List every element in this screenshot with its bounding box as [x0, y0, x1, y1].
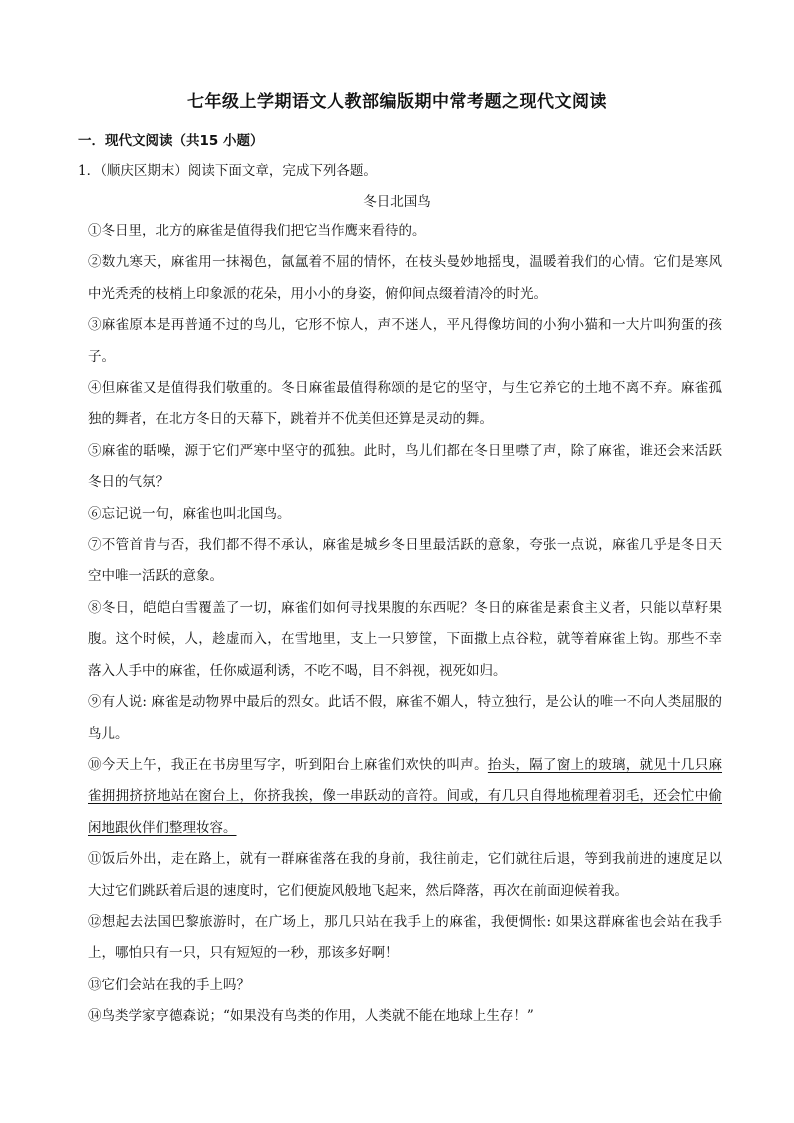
paragraph-10-underlined-text: 抬头，隔了窗上的玻璃，就见十几只麻雀拥拥挤挤地站在窗台上，你挤我挨，像一串跃动的音符。间或，有几只自得地梳理着羽毛，还会忙中偷闲地跟伙伴们整理妆容。 [88, 756, 723, 836]
paragraph-1: ①冬日里，北方的麻雀是值得我们把它当作鹰来看待的。 [88, 223, 426, 239]
section-heading: 一．现代文阅读（共15 小题） [78, 133, 264, 149]
document-title: 七年级上学期语文人教部编版期中常考题之现代文阅读 [187, 92, 607, 112]
paragraph-9: ⑨有人说: 麻雀是动物界中最后的烈女。此话不假，麻雀不媚人，特立独行，是公认的唯一不向人类屈服的鸟儿。 [88, 694, 722, 742]
question-prompt: 1．（顺庆区期末）阅读下面文章，完成下列各题。 [78, 163, 377, 179]
paragraph-14: ⑭鸟类学家亨德森说；“如果没有鸟类的作用，人类就不能在地球上生存！” [88, 1008, 534, 1025]
paragraph-7: ⑦不管首肯与否，我们都不得不承认，麻雀是城乡冬日里最活跃的意象，夸张一点说，麻雀几乎是冬日天空中唯一活跃的意象。 [88, 537, 722, 585]
paragraph-6: ⑥忘记说一句，麻雀也叫北国鸟。 [88, 505, 291, 522]
paragraph-2: ②数九寒天，麻雀用一抹褐色，氤氲着不屈的情怀，在枝头曼妙地摇曳，温暖着我们的心情。它们是寒风中光秃秃的枝梢上印象派的花朵，用小小的身姿，俯仰间点缀着清冷的时光。 [88, 254, 722, 302]
paragraph-13: ⑬它们会站在我的手上吗？ [88, 976, 250, 993]
paragraph-5: ⑤麻雀的聒噪，源于它们严寒中坚守的孤独。此时，鸟儿们都在冬日里噤了声，除了麻雀，谁还会来活跃冬日的气氛？ [88, 442, 722, 491]
passage-title: 冬日北国鸟 [363, 194, 431, 210]
paragraph-10 [88, 750, 722, 844]
paragraph-4: ④但麻雀又是值得我们敬重的。冬日麻雀最值得称颂的是它的坚守，与生它养它的土地不离不弃。麻雀孤独的舞者，在北方冬日的天幕下，跳着并不优美但还算是灵动的舞。 [88, 380, 722, 428]
paragraph-12: ⑫想起去法国巴黎旅游时，在广场上，那几只站在我手上的麻雀，我便惆怅: 如果这群麻雀也会站在我手上，哪怕只有一只，只有短短的一秒，那该多好啊！ [88, 913, 722, 962]
paragraph-10-plain-text: ⑩今天上午，我正在书房里写字，听到阳台上麻雀们欢快的叫声。 [88, 756, 488, 773]
paragraph-8: ⑧冬日，皑皑白雪覆盖了一切，麻雀们如何寻找果腹的东西呢？冬日的麻雀是素食主义者，只能以草籽果腹。这个时候，人，趁虚而入，在雪地里，支上一只箩筐，下面撒上点谷粒，就等着麻雀上钩。那些不幸落入人手中的麻雀，任你威逼利诱，不吃不喝，目不斜视，视死如归。 [88, 599, 722, 679]
paragraph-3: ③麻雀原本是再普通不过的鸟儿，它形不惊人，声不迷人，平凡得像坊间的小狗小猫和一大片叫狗蛋的孩子。 [88, 317, 722, 365]
paragraph-11: ⑪饭后外出，走在路上，就有一群麻雀落在我的身前，我往前走，它们就往后退，等到我前进的速度足以大过它们跳跃着后退的速度时，它们便旋风般地飞起来，然后降落，再次在前面迎候着我。 [88, 851, 722, 899]
passage-body [88, 216, 722, 1033]
